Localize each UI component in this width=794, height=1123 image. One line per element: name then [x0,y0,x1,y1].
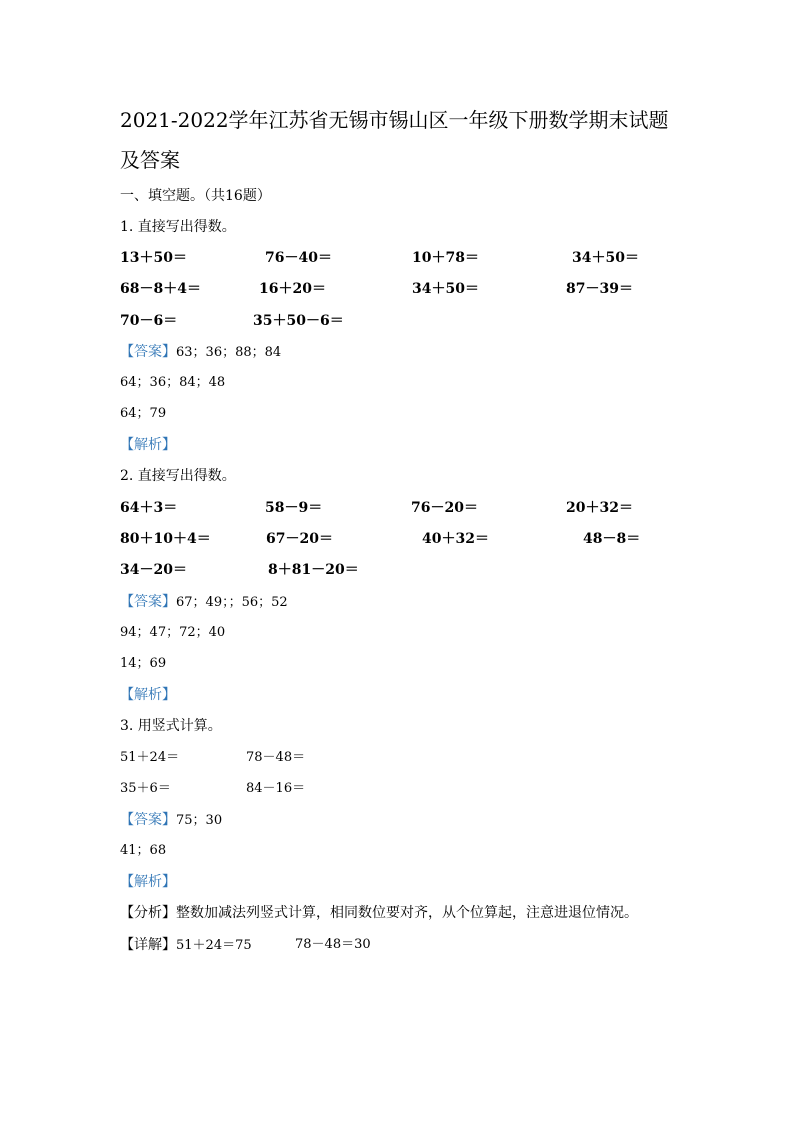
q3-answer-line-1: 75；30 [176,813,223,828]
q1-item: 68－8＋4＝ [120,281,201,297]
q3-item: 35＋6＝ [120,781,171,796]
q2-answer [120,592,288,613]
analysis-text: 整数加减法列竖式计算，相同数位要对齐，从个位算起，注意进退位情况。 [176,905,638,921]
q2-answer-line-3: 14；69 [120,656,167,671]
q1-item: 16＋20＝ [259,281,326,297]
q1-item: 70－6＝ [120,313,178,329]
q3-item: 51＋24＝ [120,750,180,765]
q2-item: 80＋10＋4＝ [120,531,211,547]
q3-answer-line-2: 41；68 [120,843,167,858]
q1-answer-line-3: 64；79 [120,406,167,421]
q2-item: 8＋81－20＝ [268,562,359,578]
q2-analysis-tag: 【解析】 [120,687,176,703]
document-title: 2021-2022学年江苏省无锡市锡山区一年级下册数学期末试题及答案 [120,108,669,172]
q3-prompt: 3. 用竖式计算。 [120,718,222,734]
q2-answer-line-2: 94；47；72；40 [120,625,226,640]
q1-answer-line-2: 64；36；84；48 [120,375,226,390]
q1-item: 34＋50＝ [572,250,639,266]
q1-answer-line-1: 63；36；88；84 [176,345,282,360]
q2-prompt: 2. 直接写出得数。 [120,468,236,484]
q2-item: 58－9＝ [265,500,323,516]
q2-item: 48－8＝ [583,531,641,547]
q1-analysis-tag: 【解析】 [120,437,176,453]
q1-answer [120,342,281,363]
detail-a: 51＋24＝75 [176,938,252,953]
detail-b: 78－48＝30 [295,937,371,952]
q2-answer-line-1: 67；49；；56；52 [176,595,288,610]
q1-item: 34＋50＝ [412,281,479,297]
q2-item: 20＋32＝ [566,500,633,516]
q1-item: 10＋78＝ [412,250,479,266]
analysis-label: 【分析】 [120,905,176,921]
q2-item: 67－20＝ [266,531,333,547]
q3-analysis [120,903,638,923]
q1-item: 35＋50－6＝ [253,313,344,329]
q3-answer [120,810,222,831]
answer-tag: 【答案】 [120,344,176,360]
q1-item: 76－40＝ [265,250,332,266]
q2-item: 40＋32＝ [422,531,489,547]
q3-item: 78－48＝ [246,750,306,765]
answer-tag: 【答案】 [120,812,176,828]
q2-item: 64＋3＝ [120,500,178,516]
q1-prompt: 1. 直接写出得数。 [120,219,236,235]
q2-item: 34－20＝ [120,562,187,578]
section-heading: 一、填空题。（共16题） [120,188,271,204]
answer-tag: 【答案】 [120,594,176,610]
q3-detail [120,935,252,956]
detail-label: 【详解】 [120,937,176,953]
q1-item: 13＋50＝ [120,250,187,266]
q2-item: 76－20＝ [411,500,478,516]
q3-item: 84－16＝ [246,781,306,796]
q3-analysis-tag: 【解析】 [120,874,176,890]
q1-item: 87－39＝ [566,281,633,297]
